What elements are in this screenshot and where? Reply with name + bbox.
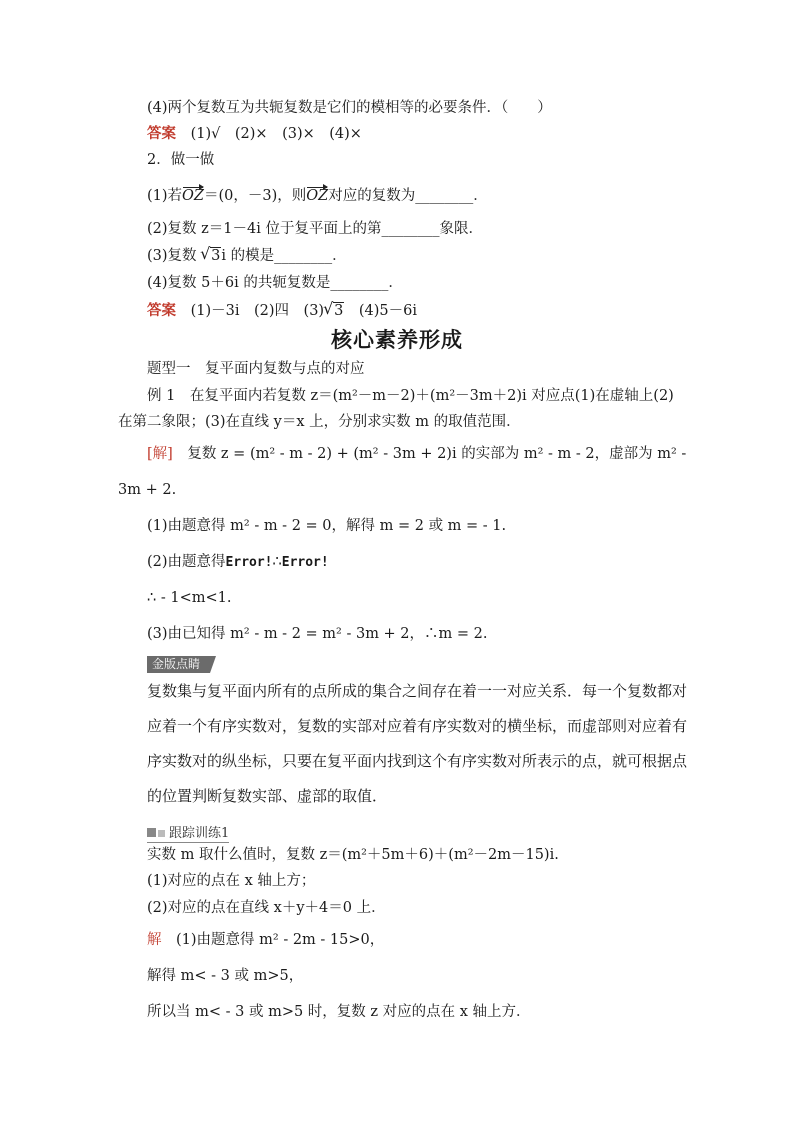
question-4: (4)两个复数互为共轭复数是它们的模相等的必要条件．（ ）	[147, 100, 552, 116]
tracking-label-text: 跟踪训练1	[169, 826, 230, 841]
tracking-solution-3: 所以当 m< - 3 或 m>5 时，复数 z 对应的点在 x 轴上方．	[147, 1004, 531, 1020]
step-2-therefore: ∴	[272, 554, 282, 570]
answer-2-text-b: (4)5－6i	[344, 303, 417, 319]
tip-paragraph: 复数集与复平面内所有的点所成的集合之间存在着一一对应关系．每一个复数都对应着一个有序实数对，复数的实部对应着有序实数对的横坐标，而虚部则对应着有序实数对的纵坐标，只要在复平面内找到这个有序实数对所表示的点，就可根据点的位置判断复数实部、虚部的取值．	[147, 682, 688, 805]
answer-label: 答案	[147, 126, 176, 142]
sqrt-radicand: 3	[211, 248, 221, 264]
practice-item-1	[147, 186, 488, 206]
vector-oz: OZ	[182, 188, 205, 204]
section-title-practice: 2．做一做	[147, 152, 215, 168]
error-placeholder-2: Error!	[281, 555, 329, 570]
solution-step-4: (3)由已知得 m² - m - 2 = m² - 3m + 2，∴m = 2.	[147, 626, 488, 642]
tracking-question: 实数 m 取什么值时，复数 z＝(m²＋5m＋6)＋(m²－2m－15)i.	[147, 847, 559, 863]
sqrt-symbol	[201, 246, 221, 266]
sqrt-symbol-2	[324, 301, 344, 321]
practice-1-prefix: (1)若	[147, 188, 183, 204]
practice-item-3	[147, 246, 347, 266]
answer-label-2: 答案	[147, 303, 176, 319]
tracking-underline	[147, 842, 229, 843]
tracking-solution-2: 解得 m< - 3 或 m>5，	[147, 968, 304, 984]
solution-text-1: 复数 z = (m² - m - 2) + (m² - 3m + 2)i 的实部为 m² - m - 2，虚部为 m² -	[172, 446, 687, 462]
vector-oz-2: OZ	[306, 188, 329, 204]
error-placeholder-1: Error!	[225, 555, 273, 570]
solution-line-2: 3m + 2.	[118, 482, 177, 498]
solution-label: [解]	[147, 446, 173, 462]
tracking-solution-1	[147, 930, 384, 950]
tracking-solution-text-1: (1)由题意得 m² - 2m - 15>0，	[161, 932, 385, 948]
solution-step-1: (1)由题意得 m² - m - 2 = 0，解得 m = 2 或 m = - 1.	[147, 518, 507, 534]
tracking-question-2: (2)对应的点在直线 x＋y＋4＝0 上．	[147, 900, 386, 916]
small-square-icon	[158, 830, 165, 837]
practice-1-suffix: 对应的复数为________．	[328, 188, 488, 204]
solution-line-1	[147, 444, 686, 464]
example-1-line-2: 在第二象限；(3)在直线 y＝x 上，分别求实数 m 的取值范围．	[118, 414, 521, 430]
practice-3-prefix: (3)复数	[147, 248, 197, 264]
tracking-solution-label: 解	[147, 932, 162, 948]
answer-block-1	[147, 124, 362, 144]
practice-item-2: (2)复数 z＝1－4i 位于复平面上的第________象限．	[147, 221, 483, 237]
step-2-prefix: (2)由题意得	[147, 554, 226, 570]
topic-title: 题型一 复平面内复数与点的对应	[147, 361, 365, 377]
answer-block-2	[147, 301, 417, 321]
example-1-line-1: 例 1 在复平面内若复数 z＝(m²－m－2)＋(m²－3m＋2)i 对应点(1)在虚轴上(2)	[147, 388, 674, 404]
square-icon	[147, 828, 156, 837]
section-heading-core: 核心素养形成	[331, 327, 463, 352]
tracking-label	[147, 822, 229, 841]
answer-text: (1)√ (2)× (3)× (4)×	[190, 126, 362, 142]
tracking-question-1: (1)对应的点在 x 轴上方；	[147, 873, 316, 889]
practice-item-4: (4)复数 5＋6i 的共轭复数是________．	[147, 275, 403, 291]
solution-step-2	[147, 552, 329, 573]
sqrt-radicand-2: 3	[334, 303, 344, 319]
practice-1-mid: ＝(0，－3)，则	[204, 188, 307, 204]
tip-tag: 金版点睛	[147, 656, 210, 673]
solution-step-3: ∴ - 1<m<1.	[147, 590, 232, 606]
practice-3-suffix: i 的模是________．	[221, 248, 347, 264]
answer-2-text-a: (1)－3i (2)四 (3)	[190, 303, 325, 319]
